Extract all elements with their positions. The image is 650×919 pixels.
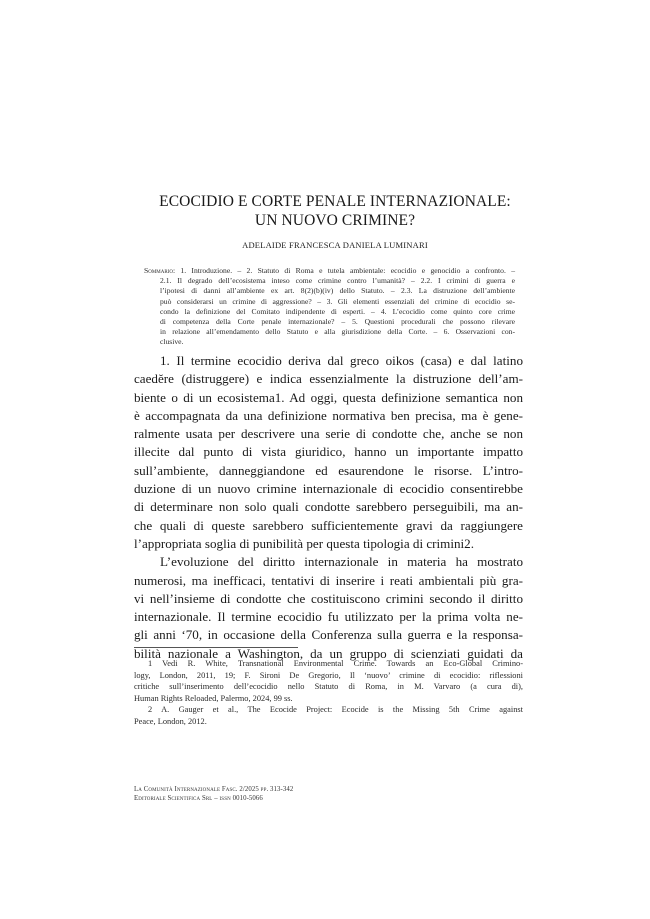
footer-line-1: La Comunità Internazionale Fasc. 2/2025 pp. 313-342 (134, 786, 294, 793)
body-line: sull’ambiente, danneggiandone ed esaurendone le risorse. L’intro- (134, 462, 523, 478)
summary-label: Sommario: (144, 266, 176, 275)
footnote-line: Peace, London, 2012. (134, 716, 207, 726)
summary-line: Sommario: 1. Introduzione. – 2. Statuto di Roma e tutela ambientale: ecocidio e genocidio a confronto. – (144, 266, 515, 275)
body-line: 1. Il termine ecocidio deriva dal greco oikos (casa) e dal latino (160, 353, 523, 368)
title-line-1: ECOCIDIO E CORTE PENALE INTERNAZIONALE: (159, 193, 511, 210)
body-line: internazionale. Il termine ecocidio fu utilizzato per la prima volta ne- (134, 609, 523, 625)
body-line: che quali di queste sarebbero sufficientemente gravi da raggiungere (134, 517, 523, 533)
footnote-line: logy, London, 2011, 19; F. Sironi De Gregorio, Il ‘nuovo’ crimine di ecocidio: riflessioni (134, 670, 523, 680)
summary-line: di competenza della Corte penale internazionale? – 5. Questioni procedurali che possono rilevare (160, 317, 515, 327)
footnotes (134, 658, 523, 728)
title-line-2: UN NUOVO CRIMINE? (254, 212, 416, 229)
body-line: caedĕre (distruggere) e indica essenzialmente la distruzione dell’am- (134, 371, 523, 387)
body-line: duzione di un nuovo crimine internazionale di ecocidio consentirebbe (134, 481, 523, 497)
body-line: numerosi, ma inefficaci, tentativi di inserire i reati ambientali più gra- (134, 572, 523, 588)
body-line: ralmente usata per descrivere una serie di condotte che, anche se non (134, 426, 523, 442)
footnote-divider (134, 647, 298, 648)
footnote-line: 1 Vedi R. White, Transnational Environmental Crime. Towards an Eco-Global Crimino- (148, 659, 523, 668)
body-line: l’appropriata soglia di punibilità per questa tipologia di crimini2. (134, 535, 474, 551)
summary-line: 2.1. Il degrado dell’ecosistema inteso come crimine contro l’umanità? – 2.2. I crimini di guerra e (160, 276, 515, 286)
summary-line: l’ipotesi di danni all’ambiente ex art. 8(2)(b)(iv) dello Statuto. – 2.3. La distruzione dell’ambiente (160, 286, 515, 296)
footnote-line: Human Rights Reloaded, Palermo, 2024, 99 ss. (134, 693, 293, 703)
article-title (140, 192, 530, 230)
body-line: di determinare non solo quali condotte sarebbero perseguibili, ma an- (134, 499, 523, 515)
footnote-line: critiche sull’inserimento dell’ecocidio nello Statuto di Roma, in M. Varvaro (a cura di), (134, 682, 523, 692)
body-line: bilità nazionale a Washington, da un gruppo di scienziati guidati da (134, 645, 523, 661)
body-line: gli anni ‘70, in occasione della Conferenza sulla guerra e la responsa- (134, 627, 523, 643)
footnote-line: 2 A. Gauger et al., The Ecocide Project: Ecocide is the Missing 5th Crime against (148, 705, 523, 715)
summary-block (144, 266, 515, 348)
footer-line-2: Editoriale Scientifica Srl – issn 0010-5066 (134, 795, 263, 803)
body-line: L’evoluzione del diritto internazionale in materia ha mostrato (160, 554, 523, 570)
summary-line: può considerarsi un crimine di aggressione? – 3. Gli elementi essenziali del crimine di ecocidio se- (160, 296, 515, 306)
journal-footer (134, 785, 434, 804)
body-line: biente o di un ecosistema1. Ad oggi, questa definizione semantica non (134, 389, 523, 405)
body-line: vi nell’insieme di condotte che costituiscono crimini secondo il diritto (134, 590, 523, 606)
summary-line: clusive. (160, 337, 184, 347)
body-line: è accompagnata da una definizione normativa ben precisa, ma è gene- (134, 407, 523, 423)
body-text (134, 352, 523, 663)
body-line: illecite dal punto di vista giuridico, hanno un importante impatto (134, 444, 523, 460)
author-name: ADELAIDE FRANCESCA DANIELA LUMINARI (242, 240, 428, 250)
summary-line: in relazione all’emendamento dello Statuto e alla giurisdizione della Corte. – 6. Osservazioni con- (160, 327, 515, 337)
summary-line: condo la definizione del Comitato indipendente di esperti. – 4. L’ecocidio come quinto core crime (160, 306, 515, 316)
